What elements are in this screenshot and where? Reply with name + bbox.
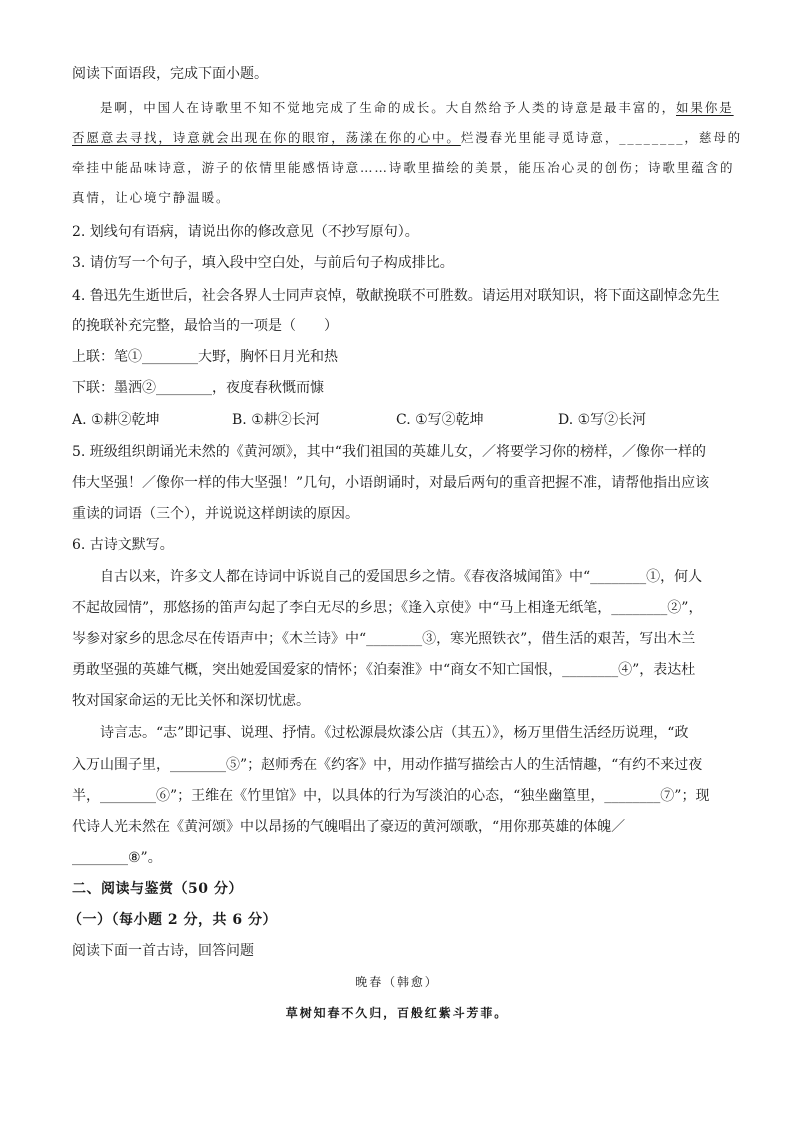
reading-instruction: 阅读下面语段，完成下面小题。 <box>72 66 268 82</box>
option-c: C. ①写②乾坤 <box>396 412 484 428</box>
q6-para2-line-2: 入万山围子里，________⑤”；赵师秀在《约客》中，用动作描写描绘古人的生活情趣，“有约不来过夜 <box>72 757 703 773</box>
question-6-title: 6. 古诗文默写。 <box>72 537 174 553</box>
q6-para1-line-3: 岑参对家乡的思念尽在传语声中；《木兰诗》中“________③，寒光照铁衣”，借生活的艰苦，写出木兰 <box>72 631 696 647</box>
option-d: D. ①写②长河 <box>558 412 647 428</box>
poem-instruction: 阅读下面一首古诗，回答问题 <box>72 943 254 959</box>
question-2: 2. 划线句有语病，请说出你的修改意见（不抄写原句）。 <box>72 224 419 240</box>
underlined-sentence-cont: 否愿意去寻找，诗意就会出现在你的眼帘，荡漾在你的心中。 <box>72 130 461 145</box>
subsection-1-heading: （一）（每小题 2 分，共 6 分） <box>68 912 277 928</box>
passage-line-1: 是啊，中国人在诗歌里不知不觉地完成了生命的成长。大自然给予人类的诗意是最丰富的，如果你是 <box>100 100 734 115</box>
section-2-heading: 二、阅读与鉴赏（50 分） <box>72 881 243 897</box>
q6-para2-line-1: 诗言志。“志”即记事、说理、抒情。《过松源晨炊漆公店（其五）》，杨万里借生活经历说理，“政 <box>100 725 689 741</box>
passage-line-4: 真情，让心境宁静温暖。 <box>72 190 231 205</box>
passage-line-2: 否愿意去寻找，诗意就会出现在你的眼帘，荡漾在你的心中。烂漫春光里能寻觅诗意，________，慈母的 <box>72 130 743 145</box>
q6-para1-line-5: 牧对国家命运的无比关怀和深切忧虑。 <box>72 693 310 709</box>
q6-para2-line-4: 代诗人光未然在《黄河颂》中以昂扬的气魄唱出了豪迈的黄河颂歌，“用你那英雄的体魄／ <box>72 819 626 835</box>
question-3: 3. 请仿写一个句子，填入段中空白处，与前后句子构成排比。 <box>72 255 454 271</box>
q6-para2-line-3: 半，________⑥”；王维在《竹里馆》中，以具体的行为写淡泊的心态，“独坐幽篁里，________⑦”；现 <box>72 788 710 804</box>
passage-line-3: 牵挂中能品味诗意，游子的依情里能感悟诗意……诗歌里描绘的美景，能压冶心灵的创伤；诗歌里蕴含的 <box>72 160 735 175</box>
question-5-line-1: 5. 班级组织朗诵光未然的《黄河颂》，其中“我们祖国的英雄儿女，／将要学习你的榜样，／像你一样的 <box>72 444 706 460</box>
poem-title: 晚春（韩愈） <box>355 975 439 989</box>
couplet-upper: 上联：笔①________大野，胸怀日月光和热 <box>72 349 338 365</box>
option-b: B. ①耕②长河 <box>232 412 320 428</box>
underlined-sentence: 如果你是 <box>676 100 734 115</box>
question-4-line-1: 4. 鲁迅先生逝世后，社会各界人士同声哀悼，敬献挽联不可胜数。请运用对联知识，将下面这副悼念先生 <box>72 288 720 304</box>
question-5-line-2: 伟大坚强！／像你一样的伟大坚强！”几句，小语朗诵时，对最后两句的重音把握不准，请帮他指出应该 <box>72 475 710 491</box>
q6-para1-line-4: 勇敢坚强的英雄气概，突出她爱国爱家的情怀；《泊秦淮》中“商女不知亡国恨，________④”，表达杜 <box>72 662 696 678</box>
poem-line-1: 草树知春不久归，百般红紫斗芳菲。 <box>285 1006 509 1020</box>
q6-para1-line-2: 不起故园情”，那悠扬的笛声勾起了李白无尽的乡思；《逢入京使》中“马上相逢无纸笔，________②”， <box>72 600 703 616</box>
couplet-lower: 下联：墨洒②________，夜度春秋慨而慷 <box>72 380 324 396</box>
question-5-line-3: 重读的词语（三个），并说说这样朗读的原因。 <box>72 506 359 522</box>
question-4-line-2: 的挽联补充完整，最恰当的一项是（ ） <box>72 318 338 334</box>
q6-para1-line-1: 自古以来，许多文人都在诗词中诉说自己的爱国思乡之情。《春夜洛城闻笛》中“________①，何人 <box>100 569 703 585</box>
option-a: A. ①耕②乾坤 <box>72 412 160 428</box>
q6-para2-line-5: ________⑧”。 <box>72 850 162 866</box>
